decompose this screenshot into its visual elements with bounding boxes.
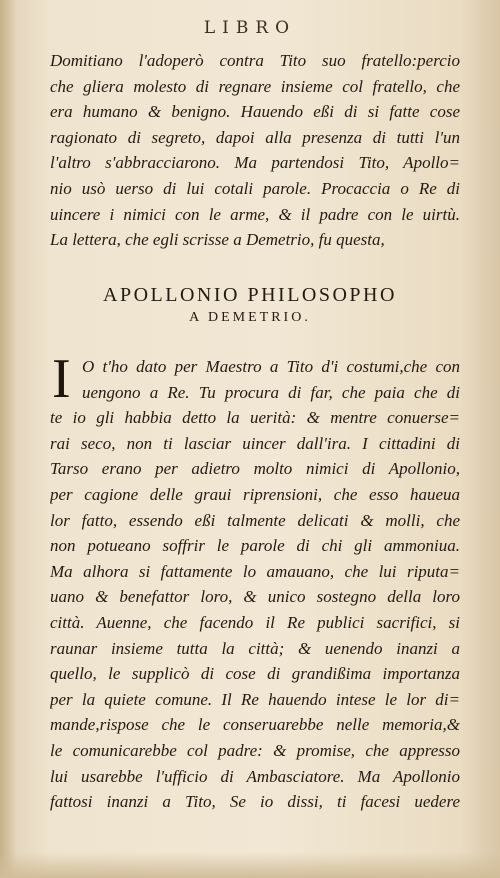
text-line: quello, le supplicò di cose di grandißima importanza — [50, 664, 460, 684]
text-line: fattosi inanzi a Tito, Se io dissi, ti facesi uedere — [50, 792, 460, 812]
paragraph-1 — [50, 48, 460, 253]
text-line: te io gli habbia detto la uerità: & mentre conuerse= — [50, 408, 460, 428]
text-line: ragionato di segreto, dapoi alla presenza di tutti l'un — [50, 127, 460, 147]
text-line: O t'ho dato per Maestro a Tito d'i costumi,che con — [82, 357, 460, 376]
running-head: LIBRO — [203, 18, 297, 38]
text-line: Domitiano l'adoperò contra Tito suo fratello:percio — [50, 51, 460, 70]
text-line: uincere i nimici con le arme, & il padre con le uirtù. — [50, 204, 460, 224]
page-bottom-edge — [0, 852, 500, 878]
text-line: Tarso erano per adietro molto nimici di Apollonio, — [50, 459, 460, 479]
text-line: per la quiete comune. Il Re hauendo intese le lor di= — [50, 689, 460, 709]
text-line: l'altro s'abbracciarono. Ma partendosi Tito, Apollo= — [50, 153, 460, 173]
text-line: raunar insieme tutta la città; & uenendo inanzi a — [50, 638, 460, 658]
text-line: mande,rispose che le conseruarebbe nelle memoria,& — [50, 715, 460, 735]
text-line: che gliera molesto di regnare insieme col fratello, che — [50, 76, 460, 96]
paragraph-2 — [50, 348, 460, 815]
text-line: La lettera, che egli scrisse a Demetrio, fu questa, — [50, 230, 385, 250]
drop-cap: I — [52, 348, 71, 410]
section-subtitle: A DEMETRIO. — [189, 310, 311, 325]
text-line: per cagione delle graui riprensioni, che esso haueua — [50, 484, 460, 504]
text-line: Ma alhora si fattamente lo amauano, che lui riputa= — [50, 561, 460, 581]
text-line: città. Auenne, che facendo il Re publici sacrifici, si — [50, 612, 460, 632]
text-line: uengono a Re. Tu procura di far, che paia che di — [82, 382, 460, 402]
text-line: uano & benefattor loro, & unico sostegno della loro — [50, 587, 460, 607]
page-gutter-shadow — [0, 0, 16, 878]
text-line: le comunicarebbe col padre: & promise, che appresso — [50, 740, 460, 760]
text-line: lui usarebbe l'ufficio di Ambasciatore. Ma Apollonio — [50, 766, 460, 786]
text-line: rai seco, non ti lasciar uincer dall'ira. I cittadini di — [50, 433, 460, 453]
text-line: lor fatto, essendo eßi talmente delicati & molli, che — [50, 510, 460, 530]
text-line: era humano & benigno. Hauendo eßi di si fatte cose — [50, 102, 460, 122]
text-line: nio usò uerso di lui cotali parole. Procaccia o Re di — [50, 178, 460, 198]
text-line: non potueano soffrir le parole di chi gli ammoniua. — [50, 536, 460, 556]
section-title: APOLLONIO PHILOSOPHO — [103, 284, 397, 306]
